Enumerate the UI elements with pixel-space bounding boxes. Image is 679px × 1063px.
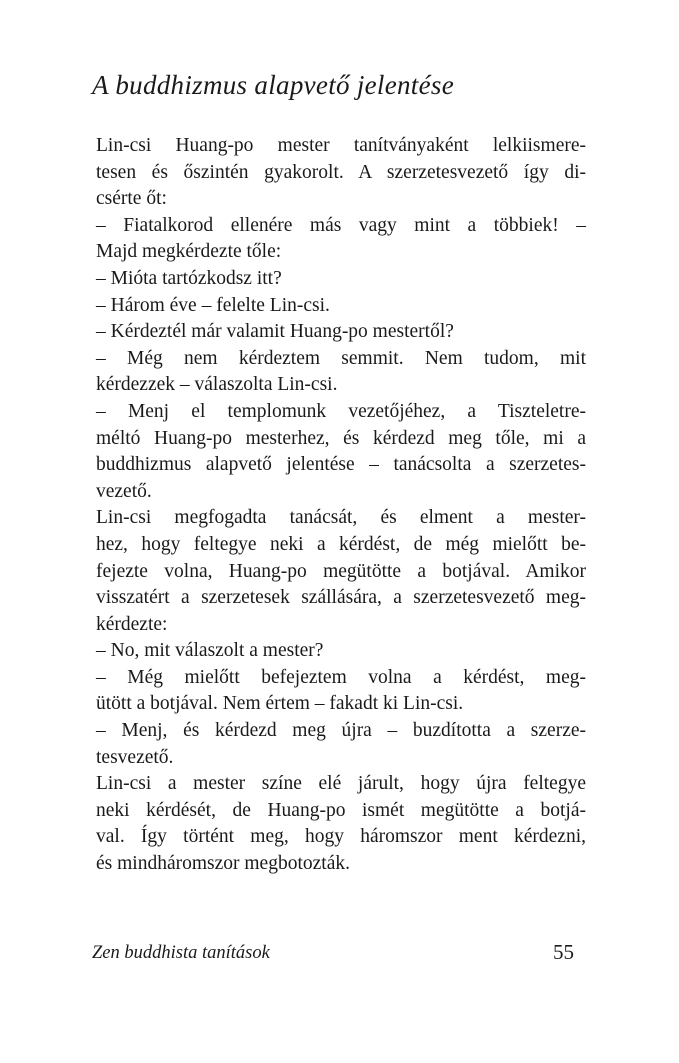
text-line: Lin-csi Huang-po mester tanítványaként lelkiismere-	[96, 135, 586, 156]
text-line: buddhizmus alapvető jelentése – tanácsolta a szerzetes-	[96, 454, 586, 476]
chapter-title: A buddhizmus alapvető jelentése	[92, 70, 454, 100]
text-line: – Három éve – felelte Lin-csi.	[96, 294, 330, 316]
text-line: kérdezzek – válaszolta Lin-csi.	[96, 374, 338, 396]
text-line: vezető.	[96, 480, 152, 502]
text-line: – No, mit válaszolt a mester?	[96, 640, 324, 662]
text-line: – Mióta tartózkodsz itt?	[96, 267, 282, 289]
text-line: kérdezte:	[96, 613, 168, 635]
text-line: Lin-csi a mester színe elé járult, hogy újra feltegye	[96, 773, 586, 795]
text-line: ütött a botjával. Nem értem – fakadt ki Lin-csi.	[96, 693, 464, 715]
text-line: – Fiatalkorod ellenére más vagy mint a többiek! –	[96, 214, 586, 236]
text-line: Majd megkérdezte tőle:	[96, 241, 282, 263]
text-line: hez, hogy feltegye neki a kérdést, de még mielőtt be-	[96, 533, 586, 555]
text-line: tesen és őszintén gyakorolt. A szerzetesvezető így di-	[96, 161, 586, 183]
text-line: – Menj, és kérdezd meg újra – buzdította a szerze-	[96, 720, 586, 742]
text-line: val. Így történt meg, hogy háromszor ment kérdezni,	[96, 826, 586, 848]
body-text	[96, 133, 586, 878]
page-number: 55	[553, 940, 574, 964]
text-line: Lin-csi megfogadta tanácsát, és elment a mester-	[96, 507, 586, 529]
text-line: – Még nem kérdeztem semmit. Nem tudom, mit	[96, 347, 586, 369]
text-line: csérte őt:	[96, 188, 167, 210]
text-line: tesvezető.	[96, 746, 174, 768]
text-line: visszatért a szerzetesek szállására, a szerzetesvezető meg-	[96, 587, 586, 609]
text-line: – Menj el templomunk vezetőjéhez, a Tiszteletre-	[96, 400, 586, 422]
text-line: fejezte volna, Huang-po megütötte a botjával. Amikor	[96, 560, 586, 582]
text-line: – Kérdeztél már valamit Huang-po mestertől?	[96, 321, 454, 343]
running-footer-title: Zen buddhista tanítások	[92, 943, 270, 963]
text-line: méltó Huang-po mesterhez, és kérdezd meg tőle, mi a	[96, 427, 586, 449]
text-line: és mindháromszor megbotozták.	[96, 853, 350, 875]
text-line: neki kérdését, de Huang-po ismét megütötte a botjá-	[96, 799, 586, 821]
text-line: – Még mielőtt befejeztem volna a kérdést, meg-	[96, 666, 586, 688]
